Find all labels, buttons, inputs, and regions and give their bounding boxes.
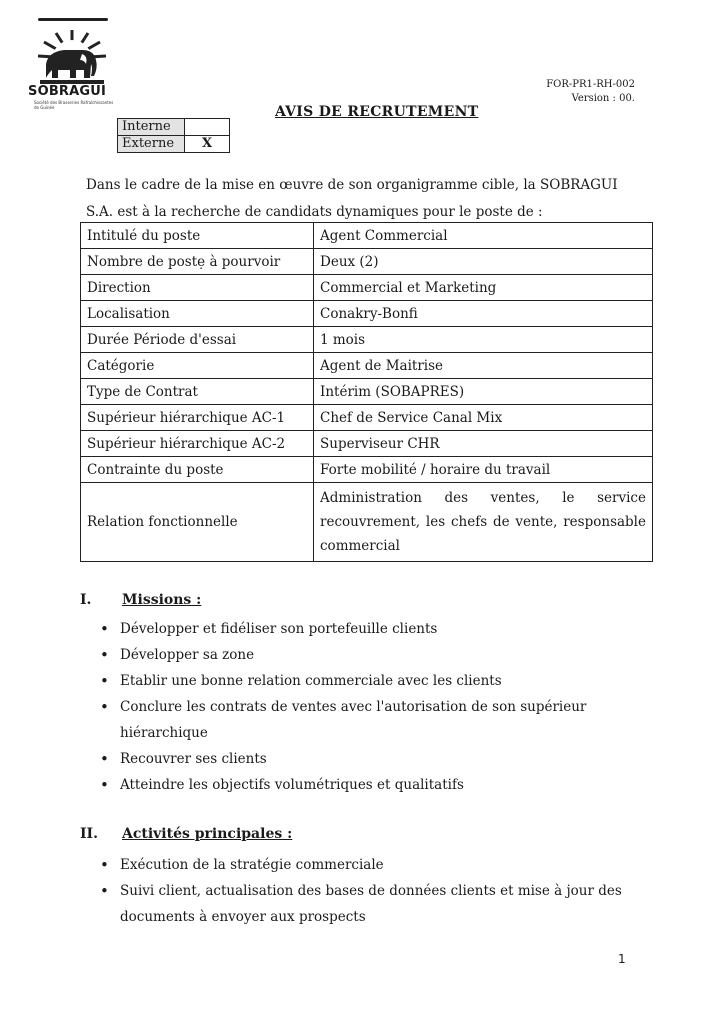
document-reference	[546, 78, 635, 106]
page-title: AVIS DE RECRUTEMENT	[275, 104, 479, 120]
list-item: • Conclure les contrats de ventes avec l'autorisation de son supérieur hiérarchique	[100, 694, 640, 746]
field-label: Direction	[81, 275, 314, 301]
field-value: Agent de Maitrise	[314, 353, 653, 379]
table-row	[81, 405, 653, 431]
table-row	[81, 249, 653, 275]
section-title-missions: Missions :	[122, 592, 202, 608]
field-value: Superviseur CHR	[314, 431, 653, 457]
logo-tagline: Société des Brasseries Rafraîchissantes de Guinée	[34, 100, 114, 110]
field-label: Type de Contrat	[81, 379, 314, 405]
field-label: Catégorie	[81, 353, 314, 379]
header-rule	[38, 18, 108, 21]
list-item: • Atteindre les objectifs volumétriques et qualitatifs	[100, 772, 640, 798]
field-value: Deux (2)	[314, 249, 653, 275]
field-value: 1 mois	[314, 327, 653, 353]
field-value: Forte mobilité / horaire du travail	[314, 457, 653, 483]
list-item: • Recouvrer ses clients	[100, 746, 640, 772]
field-value: Conakry-Bonfi	[314, 301, 653, 327]
section-title-activities: Activités principales :	[122, 826, 293, 842]
field-value: Intérim (SOBAPRES)	[314, 379, 653, 405]
recruitment-type-label: Externe	[118, 136, 185, 153]
table-row	[81, 353, 653, 379]
table-row	[81, 327, 653, 353]
table-row	[81, 223, 653, 249]
table-row	[81, 483, 653, 562]
table-row	[81, 275, 653, 301]
field-value: Agent Commercial	[314, 223, 653, 249]
field-label: Relation fonctionnelle	[81, 483, 314, 562]
list-item: • Développer et fidéliser son portefeuille clients	[100, 616, 640, 642]
document-version: Version : 00.	[571, 93, 635, 104]
intro-paragraph: Dans le cadre de la mise en œuvre de son organigramme cible, la SOBRAGUI S.A. est à la recherche de candidats dynamiques pour le poste de :	[86, 177, 618, 220]
table-row	[81, 301, 653, 327]
list-item: • Suivi client, actualisation des bases de données clients et mise à jour des documents à envoyer aux prospects	[100, 878, 640, 930]
page-number: 1	[618, 952, 626, 966]
field-label: Durée Période d'essai	[81, 327, 314, 353]
field-label: Nombre de postẹ à pourvoir	[81, 249, 314, 275]
table-row	[81, 457, 653, 483]
recruitment-type-row	[118, 136, 230, 153]
recruitment-type-row	[118, 119, 230, 136]
recruitment-type-table	[117, 118, 230, 153]
recruitment-type-mark	[185, 119, 230, 136]
field-label: Intitulé du poste	[81, 223, 314, 249]
field-value: Commercial et Marketing	[314, 275, 653, 301]
field-label: Contrainte du poste	[81, 457, 314, 483]
table-row	[81, 431, 653, 457]
document-code: FOR-PR1-RH-002	[546, 79, 635, 90]
company-logo	[28, 28, 118, 113]
elephant-logo-icon	[36, 28, 108, 86]
field-label: Localisation	[81, 301, 314, 327]
field-value: Chef de Service Canal Mix	[314, 405, 653, 431]
missions-list	[100, 616, 640, 798]
list-item: • Etablir une bonne relation commerciale avec les clients	[100, 668, 640, 694]
section-number: II.	[80, 826, 98, 842]
section-number: I.	[80, 592, 92, 608]
field-label: Supérieur hiérarchique AC-1	[81, 405, 314, 431]
field-label: Supérieur hiérarchique AC-2	[81, 431, 314, 457]
table-row	[81, 379, 653, 405]
field-value: Administration des ventes, le service recouvrement, les chefs de vente, responsable commercial	[314, 483, 653, 562]
activities-list	[100, 852, 640, 930]
job-details-table	[80, 222, 653, 562]
list-item: • Exécution de la stratégie commerciale	[100, 852, 640, 878]
logo-wordmark: SOBRAGUI	[28, 84, 107, 99]
recruitment-type-label: Interne	[118, 119, 185, 136]
list-item: • Développer sa zone	[100, 642, 640, 668]
recruitment-type-mark: X	[185, 136, 230, 153]
